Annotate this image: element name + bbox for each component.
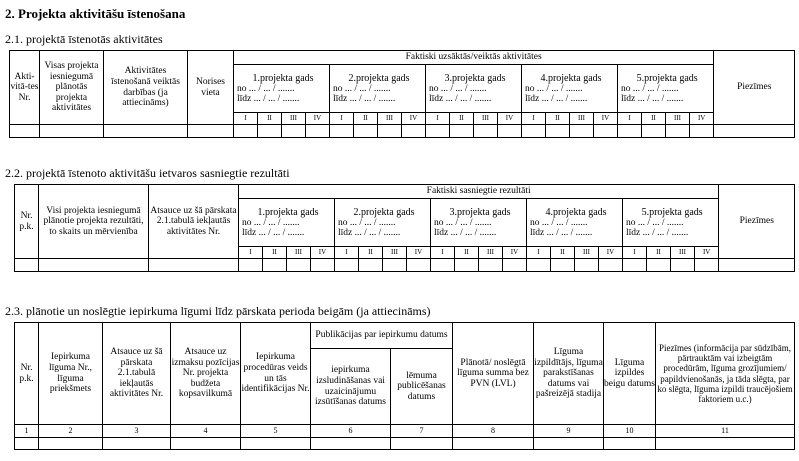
quarter: II — [647, 247, 671, 259]
quarter: III — [666, 113, 690, 125]
table-row — [15, 438, 795, 450]
col-actual-activities: Faktiski uzsāktās/veiktās aktivitātes — [234, 51, 714, 65]
year-5: 5.projekta gads no ... / ... / ....... līdz ... / ... / ....... — [618, 65, 714, 113]
col-sum: Plānotā/ noslēgtā līguma summa bez PVN (LVL) — [453, 323, 534, 425]
column-number: 9 — [534, 425, 604, 438]
quarter: II — [359, 247, 383, 259]
year-5: 5.projekta gads no ... / ... / ....... līdz ... / ... / ....... — [623, 199, 719, 247]
year-2: 2.projekta gads no ... / ... / ....... līdz ... / ... / ....... — [335, 199, 431, 247]
table-2-2-title: 2.2. projektā īstenoto aktivitāšu ietvaros sasniegtie rezultāti — [5, 166, 290, 180]
quarter: III — [474, 113, 498, 125]
quarter: I — [234, 113, 258, 125]
col-notes: Piezīmes — [719, 185, 795, 259]
quarter: II — [263, 247, 287, 259]
column-number: 1 — [15, 425, 39, 438]
quarter: II — [354, 113, 378, 125]
table-2-1-title: 2.1. projektā īstenotās aktivitātes — [5, 32, 163, 46]
col-pub-decision: lēmuma publicēšanas datums — [391, 349, 453, 425]
col-contract: Iepirkuma līguma Nr., līguma priekšmets — [39, 323, 103, 425]
col-end-date: Līguma izpildes beigu datums — [604, 323, 656, 425]
column-number: 7 — [391, 425, 453, 438]
col-budget: Atsauce uz izmaksu pozīcijas Nr. projekta budžeta kopsavilkumā — [171, 323, 241, 425]
column-number: 4 — [171, 425, 241, 438]
table-2-2 — [14, 184, 795, 272]
quarter: IV — [690, 113, 714, 125]
table-2-1 — [9, 50, 795, 138]
year-3: 3.projekta gads no ... / ... / ....... līdz ... / ... / ....... — [426, 65, 522, 113]
col-notes: Piezīmes (informācija par sūdzībām, pārtrauktām vai izbeigtām procedūrām, līguma grozījumiem/ papildvienošanās, ja tāda slēgta, par ko slēgta, līguma izpildi traucējošiem faktoriem u.c.) — [656, 323, 795, 425]
quarter: III — [575, 247, 599, 259]
quarter: II — [551, 247, 575, 259]
quarter: IV — [599, 247, 623, 259]
column-number: 11 — [656, 425, 795, 438]
table-row — [10, 125, 795, 138]
col-contractor: Līguma izpildītājs, līguma parakstīšanas datums vai pašreizējā stadija — [534, 323, 604, 425]
quarter: III — [383, 247, 407, 259]
col-reference: Atsauce uz šā pārskata 2.1.tabulā iekļautās aktivitātes Nr. — [149, 185, 239, 259]
col-procedure: Iepirkuma procedūras veids un tās identifikācijas Nr. — [241, 323, 311, 425]
year-1: 1.projekta gads no ... / ... / ....... līdz ... / ... / ....... — [234, 65, 330, 113]
year-4: 4.projekta gads no ... / ... / ....... līdz ... / ... / ....... — [527, 199, 623, 247]
col-publication: Publikācijas par iepirkumu datums — [311, 323, 453, 349]
year-3: 3.projekta gads no ... / ... / ....... līdz ... / ... / ....... — [431, 199, 527, 247]
quarter: IV — [503, 247, 527, 259]
year-1: 1.projekta gads no ... / ... / ....... līdz ... / ... / ....... — [239, 199, 335, 247]
quarter: IV — [594, 113, 618, 125]
quarter: I — [431, 247, 455, 259]
col-pub-announce: iepirkuma izsludināšanas vai uzaicinājumu izsūtīšanas datums — [311, 349, 391, 425]
col-actual-results: Faktiski sasniegtie rezultāti — [239, 185, 719, 199]
column-number: 5 — [241, 425, 311, 438]
quarter: IV — [311, 247, 335, 259]
table-row — [15, 259, 795, 272]
col-nr: Nr. p.k. — [15, 185, 39, 259]
quarter: II — [455, 247, 479, 259]
quarter: I — [623, 247, 647, 259]
quarter: III — [378, 113, 402, 125]
column-number: 6 — [311, 425, 391, 438]
year-2: 2.projekta gads no ... / ... / ....... līdz ... / ... / ....... — [330, 65, 426, 113]
quarter: I — [335, 247, 359, 259]
quarter: II — [258, 113, 282, 125]
quarter: I — [239, 247, 263, 259]
quarter: I — [522, 113, 546, 125]
quarter: IV — [695, 247, 719, 259]
quarter: III — [671, 247, 695, 259]
quarter: IV — [407, 247, 431, 259]
column-number: 2 — [39, 425, 103, 438]
quarter: II — [642, 113, 666, 125]
section-title: 2. Projekta aktivitāšu īstenošana — [5, 6, 186, 21]
column-number: 8 — [453, 425, 534, 438]
quarter: II — [450, 113, 474, 125]
col-notes: Piezīmes — [714, 51, 795, 125]
quarter: I — [330, 113, 354, 125]
col-place: Norises vieta — [188, 51, 234, 125]
col-nr: Nr. p.k. — [15, 323, 39, 425]
quarter: II — [546, 113, 570, 125]
quarter: I — [618, 113, 642, 125]
col-results: Visi projekta iesniegumā plānotie projekta rezultāti, to skaits un mērvienība — [39, 185, 149, 259]
quarter: I — [426, 113, 450, 125]
quarter: IV — [498, 113, 522, 125]
quarter: IV — [402, 113, 426, 125]
quarter: III — [479, 247, 503, 259]
quarter: III — [570, 113, 594, 125]
quarter: III — [282, 113, 306, 125]
quarter: IV — [306, 113, 330, 125]
col-activity-nr: Akti-vitā-tes Nr. — [10, 51, 40, 125]
col-works: Aktivitātes īstenošanā veiktās darbības (ja attiecināms) — [104, 51, 188, 125]
col-reference: Atsauce uz šā pārskata 2.1.tabulā iekļautās aktivitātes Nr. — [103, 323, 171, 425]
table-2-3-title: 2.3. plānotie un noslēgtie iepirkuma līgumi līdz pārskata perioda beigām (ja attiecināms) — [5, 304, 431, 318]
quarter: III — [287, 247, 311, 259]
column-number: 10 — [604, 425, 656, 438]
column-number: 3 — [103, 425, 171, 438]
col-planned-activities: Visas projekta iesniegumā plānotās projekta aktivitātes — [40, 51, 104, 125]
quarter: I — [527, 247, 551, 259]
year-4: 4.projekta gads no ... / ... / ....... līdz ... / ... / ....... — [522, 65, 618, 113]
table-2-3 — [14, 322, 795, 450]
column-numbers-row — [15, 425, 795, 438]
